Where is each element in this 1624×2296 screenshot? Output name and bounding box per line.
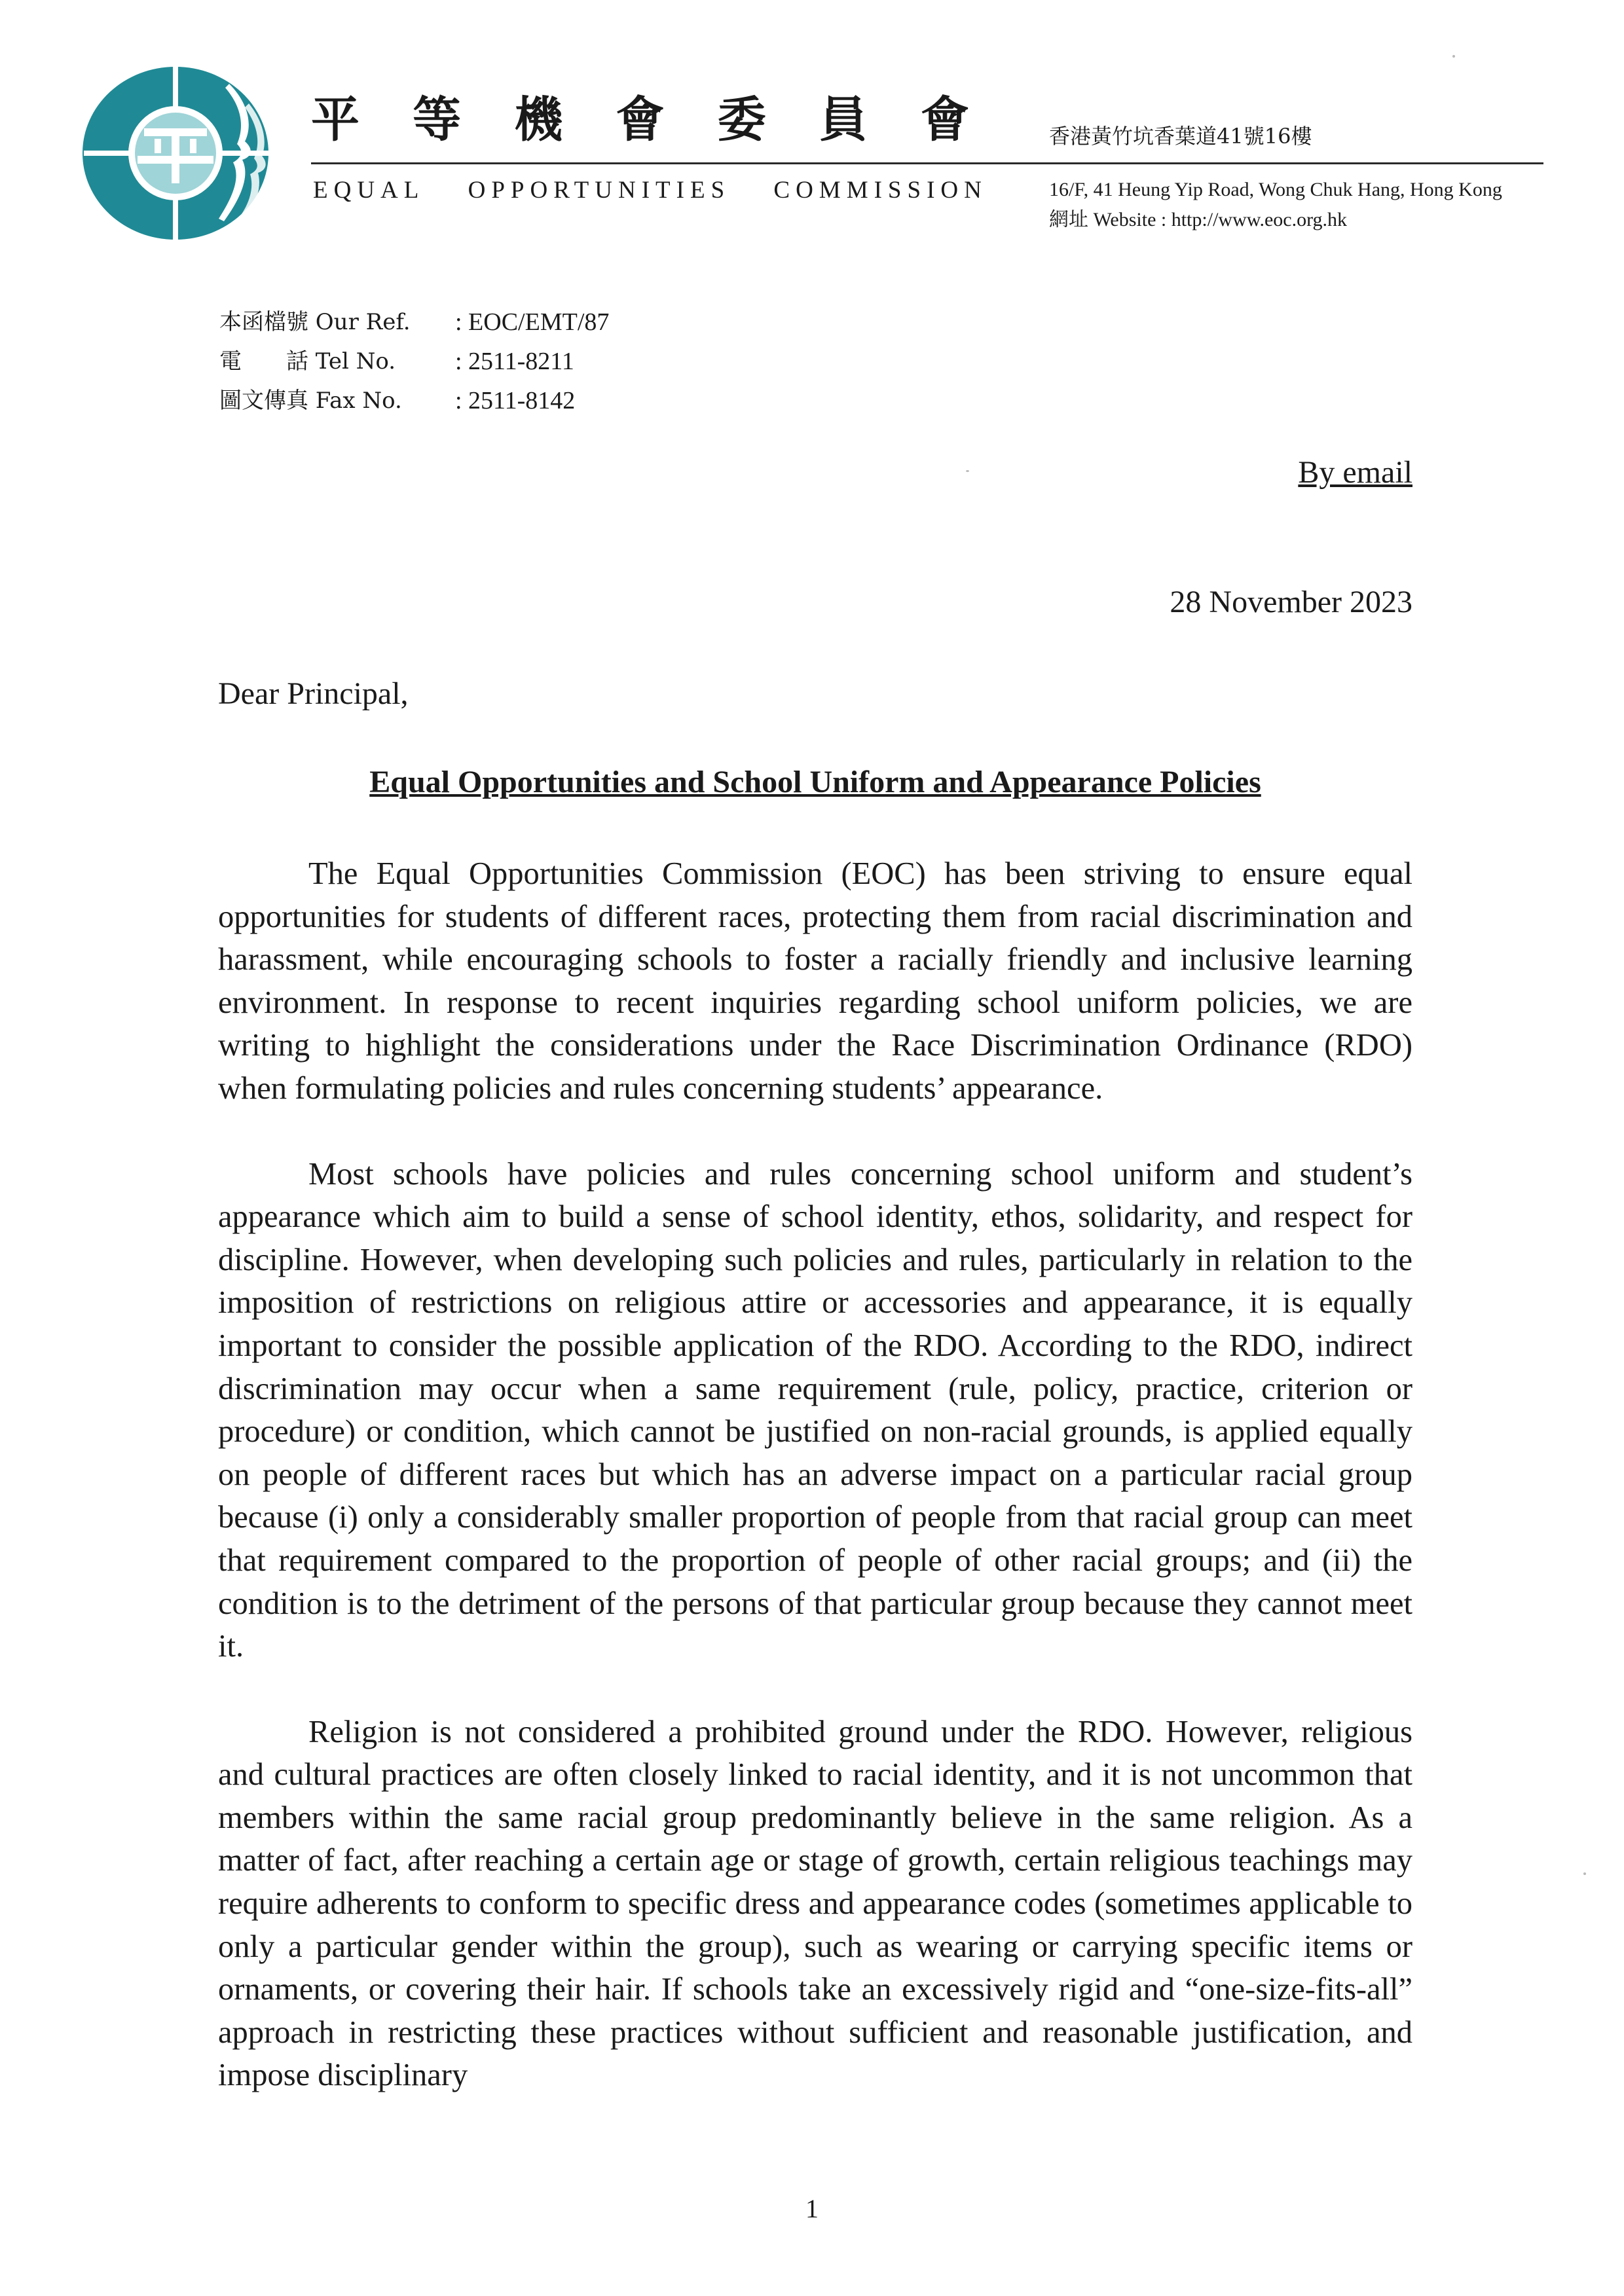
reference-row [219,381,609,420]
address-english: 16/F, 41 Heung Yip Road, Wong Chuk Hang, Hong Kong [1049,179,1502,200]
salutation: Dear Principal, [218,676,409,711]
address-chinese: 香港黃竹坑香葉道41號16樓 [1049,124,1312,149]
reference-row [219,342,609,381]
reference-row [219,302,609,342]
org-name-char: 機 [514,92,563,148]
scan-speck [1452,55,1455,58]
org-name-english [313,175,987,206]
body-paragraph: Most schools have policies and rules concerning school uniform and student’s appearance which aim to build a sense of school identity, ethos, solidarity, and respect for discipline. However, when developing such policies and rules, particularly in relation to the imposition of restrictions on religious attire or accessories and appearance, it is equally important to consider the possible application of the RDO. According to the RDO, indirect discrimination may occur when a same requirement (rule, policy, practice, criterion or procedure) or condition, which cannot be justified on non-racial grounds, is applied equally on people of different races but which has an adverse impact on a particular racial group because (i) only a considerably smaller proportion of people from that racial group can meet that requirement compared to the proportion of people of other racial groups; and (ii) the condition is to the detriment of the persons of that particular group because they cannot meet it. [218,1156,1412,1664]
org-name-char: 會 [920,92,969,148]
org-name-word: OPPORTUNITIES [468,177,731,204]
org-name-word: EQUAL [313,177,425,204]
org-name-char: 會 [616,92,665,148]
website: 網址 Website : http://www.eoc.org.hk [1049,209,1348,230]
delivery-method: By email [1298,455,1412,490]
org-name-chinese [311,90,969,149]
page-number: 1 [805,2194,819,2223]
reference-label: 本函檔號 Our Ref. [219,309,411,335]
letter-subject: Equal Opportunities and School Uniform and Appearance Policies [369,765,1261,799]
scan-speck [1583,1872,1586,1875]
reference-label: 電 話 Tel No. [219,348,396,374]
reference-value: : 2511-8211 [455,348,574,375]
org-name-char: 等 [413,92,462,148]
reference-label: 圖文傳真 Fax No. [219,388,402,414]
body-paragraph: The Equal Opportunities Commission (EOC) has been striving to ensure equal opportunities for students of different races, protecting them from racial discrimination and harassment, while encouraging schools to foster a racially friendly and inclusive learning environment. In response to recent inquiries regarding school uniform policies, we are writing to highlight the considerations under the Race Discrimination Ordinance (RDO) when formulating policies and rules concerning students’ appearance. [218,856,1412,1106]
org-name-char: 平 [311,92,360,148]
body-paragraph: Religion is not considered a prohibited ground under the RDO. However, religious and cultural practices are often closely linked to racial identity, and it is not uncommon that members within the same racial group predominantly believe in the same religion. As a matter of fact, after reaching a certain age or stage of growth, certain religious teachings may require adherents to conform to specific dress and appearance codes (sometimes applicable to only a particular gender within the group), such as wearing or carrying specific items or ornaments, or covering their hair. If schools take an excessively rigid and “one-size-fits-all” approach in restricting these practices without sufficient and reasonable justification, and impose disciplinary [218,1714,1412,2093]
org-name-char: 委 [717,92,766,148]
org-name-char: 員 [819,92,868,148]
reference-block [219,302,609,420]
eoc-logo [77,58,287,247]
org-name-word: COMMISSION [773,177,987,204]
scan-speck [966,470,969,472]
letter-date: 28 November 2023 [1170,585,1412,619]
reference-value: : EOC/EMT/87 [455,308,610,336]
letterhead-divider [311,162,1543,164]
reference-value: : 2511-8142 [455,387,576,414]
letter-body [218,852,1412,2140]
